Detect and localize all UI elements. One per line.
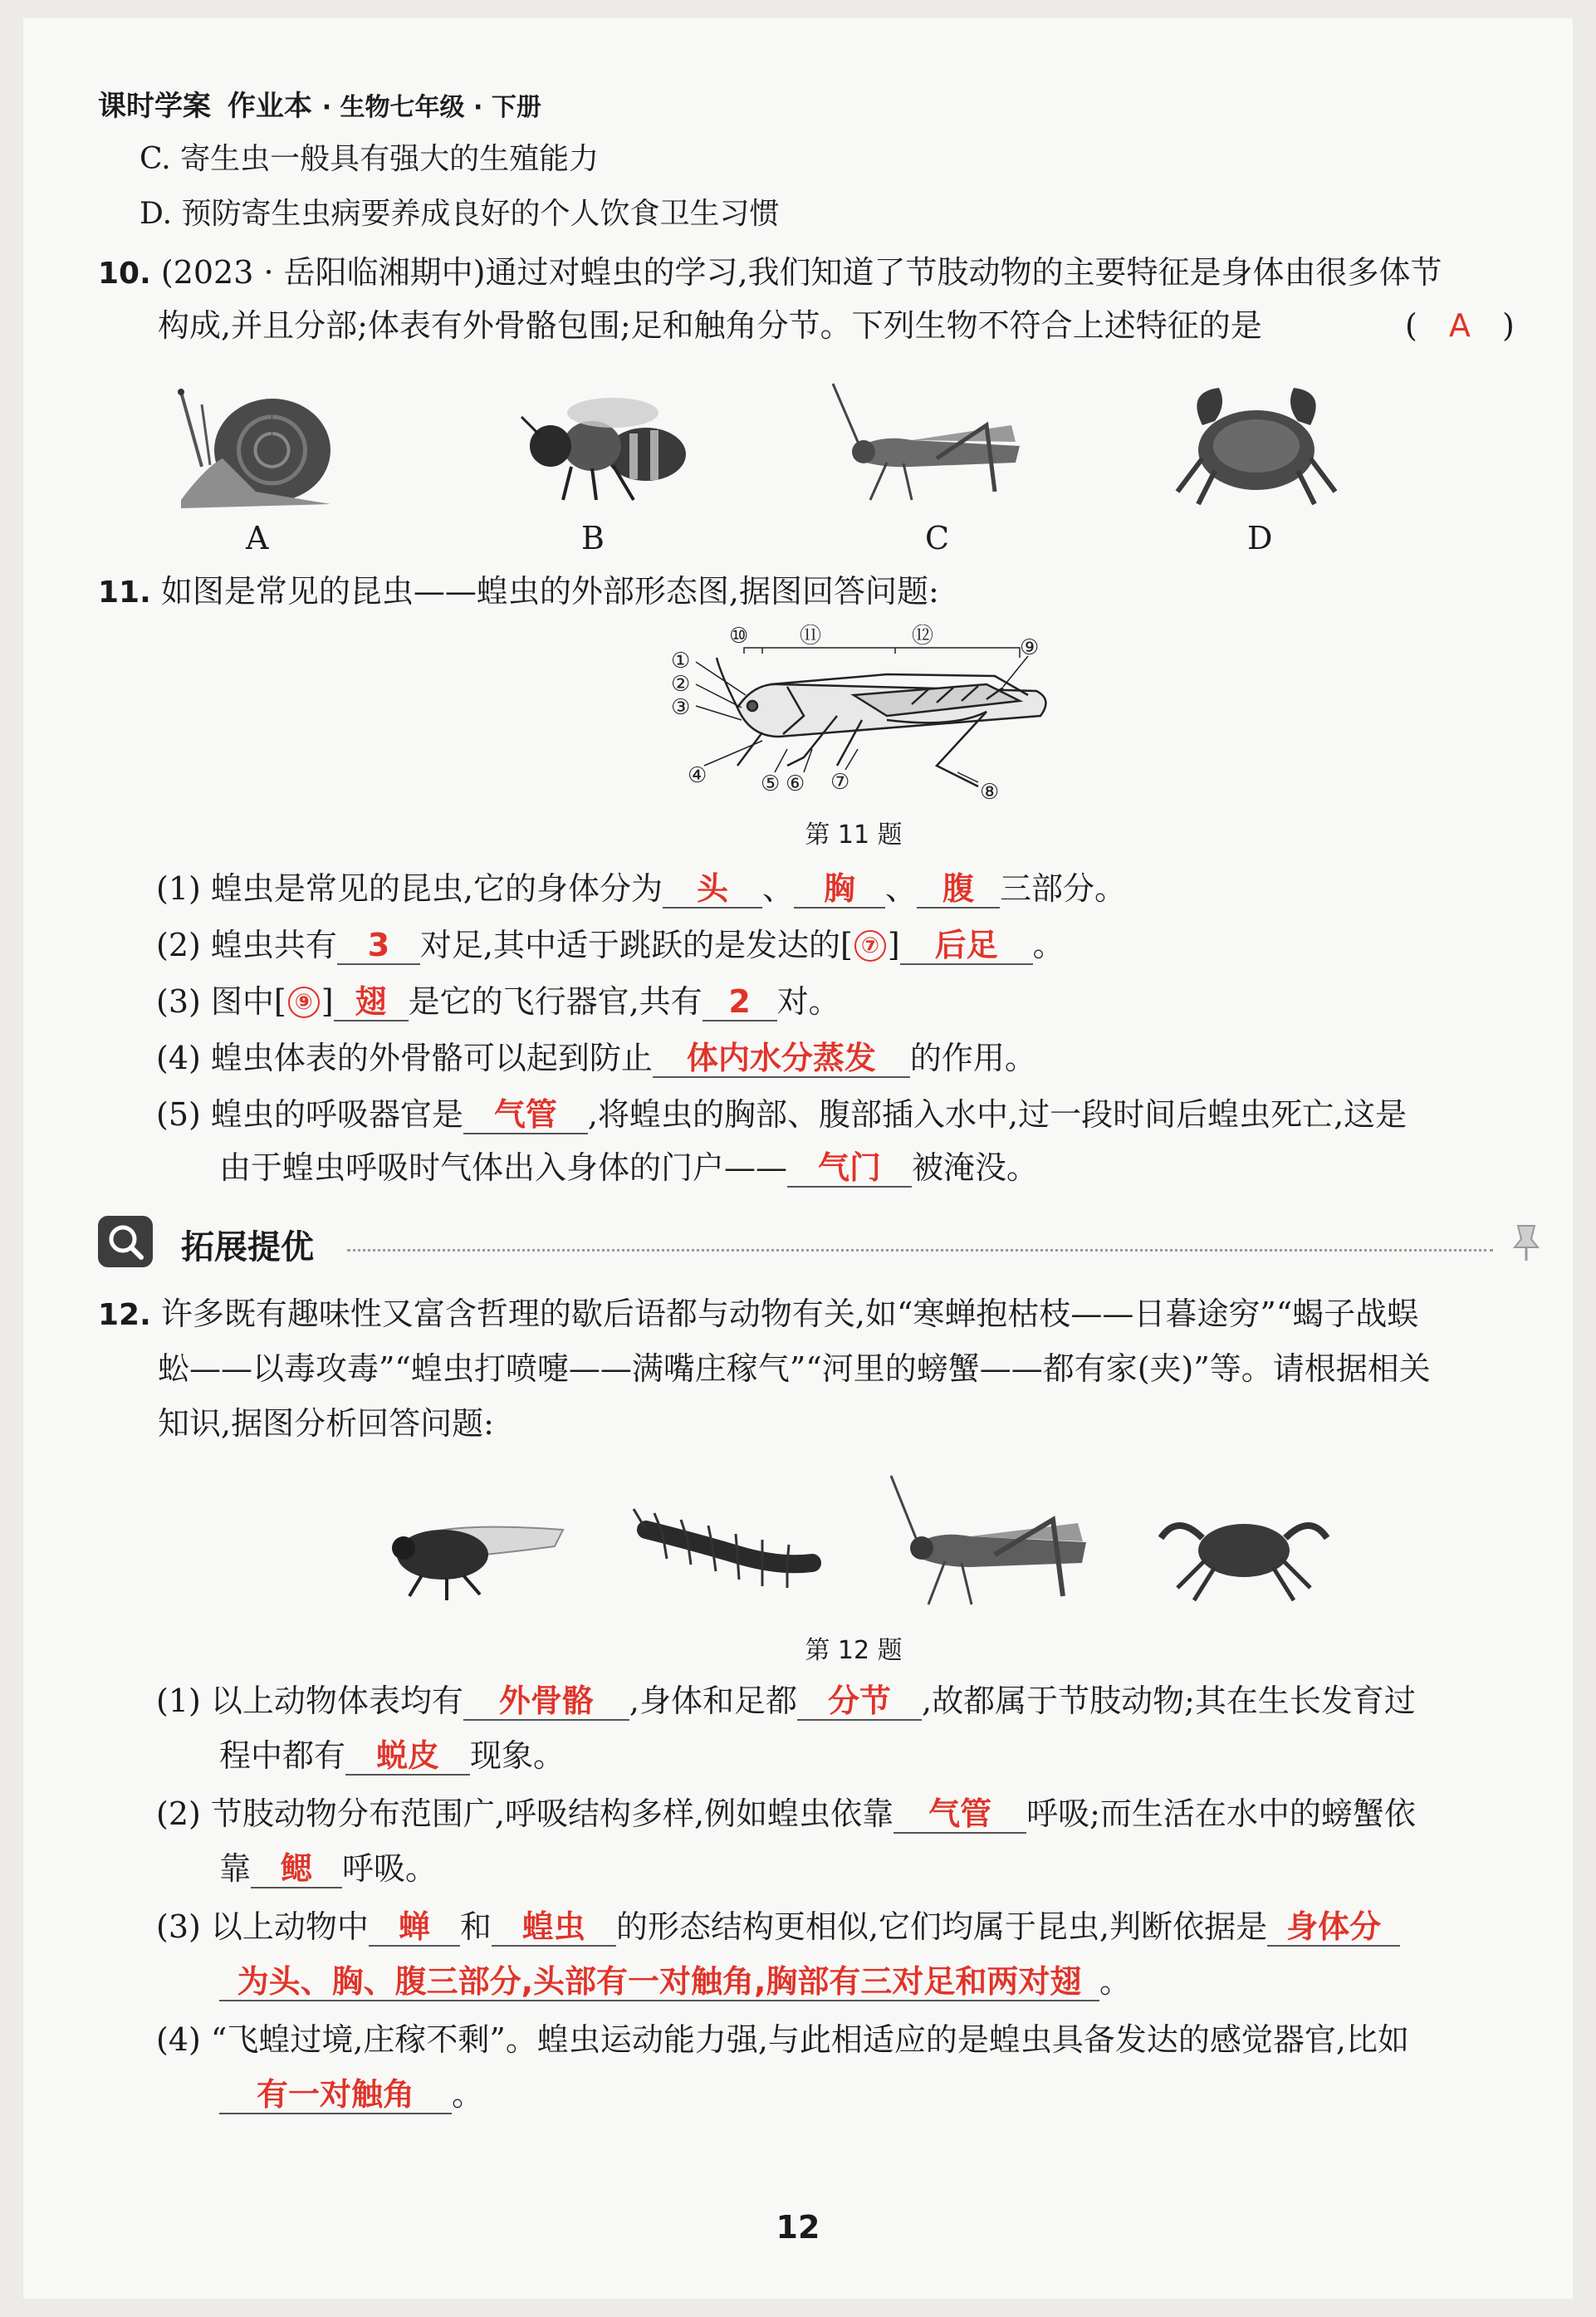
crab-image-q12 — [1144, 1496, 1344, 1604]
q12-line3: 知识,据图分析回答问题: — [158, 1405, 494, 1442]
q9-option-c: C. 寄生虫一般具有强大的生殖能力 — [140, 142, 600, 176]
worksheet-page — [23, 18, 1573, 2299]
q12-line1: 12. 许多既有趣味性又富含哲理的歇后语都与动物有关,如“寒蝉抱枯枝——日暮途穷”“蝎子战蜈 — [98, 1296, 1419, 1332]
q11-answer-legs: 3 — [367, 927, 390, 963]
book-title: 课时学案 — [98, 90, 211, 123]
q12-p1-line1: (1) 以上动物体表均有 外骨骼 ,身体和足都 分节 ,故都属于节肢动物;其在生长发育过 — [156, 1683, 1416, 1719]
q12-answer-basis-start: 身体分 — [1286, 1908, 1382, 1945]
diagram-label-11: ⑪ — [800, 625, 822, 649]
snail-image — [156, 367, 347, 517]
bee-image — [488, 375, 696, 508]
q10-line1 — [98, 251, 1442, 296]
grasshopper-anatomy-diagram — [638, 625, 1070, 816]
q9-option-d: D. 预防寄生虫病要养成良好的个人饮食卫生习惯 — [140, 197, 780, 231]
q12-line2: 蚣——以毒攻毒”“蝗虫打喷嚏——满嘴庄稼气”“河里的螃蟹——都有家(夹)”等。请根据相关 — [158, 1350, 1431, 1387]
q10-number: 10. — [98, 257, 151, 291]
diagram-label-12: ⑫ — [912, 625, 934, 649]
q10-text1: (2023 · 岳阳临湘期中)通过对蝗虫的学习,我们知道了节肢动物的主要特征是身体由很多体节 — [160, 254, 1442, 291]
q10-label-d: D — [1247, 520, 1273, 556]
q12-answer-antennae: 有一对触角 — [256, 2076, 414, 2113]
diagram-label-8: ⑧ — [980, 780, 1000, 805]
q12-answer-trachea: 气管 — [928, 1795, 992, 1832]
diagram-label-9: ⑨ — [1020, 635, 1040, 660]
page-number: 12 — [776, 2209, 820, 2246]
q12-answer-molting: 蜕皮 — [376, 1737, 440, 1774]
diagram-label-5: ⑤ — [761, 772, 781, 796]
section-divider — [347, 1249, 1493, 1252]
q12-answer-basis-rest: 为头、胸、腹三部分,头部有一对触角,胸部有三对足和两对翅 — [237, 1963, 1082, 2000]
diagram-label-10: ⑩ — [729, 625, 749, 649]
q11-answer-trachea: 气管 — [493, 1096, 557, 1133]
diagram-label-6: ⑥ — [786, 772, 805, 796]
q12-caption: 第 12 题 — [805, 1636, 903, 1665]
q11-p4: (4) 蝗虫体表的外骨骼可以起到防止 体内水分蒸发 的作用。 — [156, 1040, 1036, 1076]
diagram-label-1: ① — [671, 649, 691, 674]
q11-caption: 第 11 题 — [805, 821, 903, 850]
q11-answer-head: 头 — [696, 870, 728, 907]
book-grade: · 生物七年级 · 下册 — [321, 93, 541, 122]
book-header — [98, 83, 541, 124]
q11-answer-num7: ⑦ — [854, 930, 886, 962]
q12-answer-gills: 鳃 — [281, 1850, 313, 1887]
section-header — [98, 1214, 1543, 1272]
q11-stem: 11. 如图是常见的昆虫——蝗虫的外部形态图,据图回答问题: — [98, 573, 939, 610]
centipede-image — [629, 1496, 829, 1604]
diagram-body — [717, 658, 1045, 786]
q11-answer-water: 体内水分蒸发 — [686, 1040, 876, 1076]
diagram-label-3: ③ — [671, 695, 691, 720]
crab-image — [1169, 375, 1344, 508]
q11-p5-line2: 由于蝗虫呼吸时气体出入身体的门户—— 气门 被淹没。 — [219, 1149, 1039, 1186]
q10-line2 — [158, 304, 1262, 347]
q10-label-a: A — [246, 520, 269, 556]
q11-p1: (1) 蝗虫是常见的昆虫,它的身体分为 头 、 胸 、 腹 三部分。 — [156, 870, 1127, 907]
q11-answer-hindleg: 后足 — [934, 927, 998, 963]
q12-p3-line2: 为头、胸、腹三部分,头部有一对触角,胸部有三对足和两对翅 。 — [219, 1960, 1131, 2003]
q12-answer-segmented: 分节 — [828, 1683, 892, 1719]
q11-answer-chest: 胸 — [824, 870, 856, 907]
q12-p3-line1: (3) 以上动物中 蝉 和 蝗虫 的形态结构更相似,它们均属于昆虫,判断依据是 身体分 — [156, 1905, 1400, 1948]
pin-icon — [1510, 1222, 1543, 1262]
diagram-label-7: ⑦ — [830, 770, 850, 795]
q11-answer-wingcount: 2 — [728, 983, 751, 1020]
q11-p3: (3) 图中[ ⑨ ] 翅 是它的飞行器官,共有 2 对。 — [156, 983, 840, 1020]
q10-text2: 构成,并且分部;体表有外骨骼包围;足和触角分节。下列生物不符合上述特征的是 — [158, 307, 1262, 344]
q11-p2: (2) 蝗虫共有 3 对足,其中适于跳跃的是发达的[ ⑦ ] 后足 。 — [156, 927, 1065, 963]
cicada-image — [364, 1496, 571, 1604]
q11-answer-num9: ⑨ — [288, 987, 320, 1018]
book-subtitle: 作业本 — [227, 90, 312, 123]
q12-answer-cicada: 蝉 — [398, 1908, 430, 1945]
diagram-label-4: ④ — [688, 763, 707, 788]
q12-number: 12. — [98, 1298, 151, 1332]
q12-p4-line2: 有一对触角 。 — [219, 2073, 483, 2116]
q11-answer-abdomen: 腹 — [942, 870, 975, 907]
grasshopper-image-q10 — [820, 375, 1036, 517]
q12-p4-line1: (4) “飞蝗过境,庄稼不剩”。蝗虫运动能力强,与此相适应的是蝗虫具备发达的感觉器官,比如 — [156, 2021, 1410, 2058]
q11-answer-wing: 翅 — [355, 983, 387, 1020]
q10-label-b: B — [581, 520, 605, 556]
section-title: 拓展提优 — [181, 1228, 314, 1266]
q12-p1-line2: 程中都有 蜕皮 现象。 — [219, 1737, 565, 1774]
q12-p2-line2: 靠 鳃 呼吸。 — [219, 1850, 438, 1887]
q11-answer-spiracle: 气门 — [818, 1149, 882, 1186]
q11-p5-line1: (5) 蝗虫的呼吸器官是 气管 ,将蝗虫的胸部、腹部插入水中,过一段时间后蝗虫死亡,这是 — [156, 1096, 1408, 1133]
q12-p2-line1: (2) 节肢动物分布范围广,呼吸结构多样,例如蝗虫依靠 气管 呼吸;而生活在水中的螃蟹依 — [156, 1795, 1416, 1832]
q12-answer-exoskeleton: 外骨骼 — [498, 1683, 594, 1719]
magnifier-icon — [98, 1216, 153, 1267]
q10-answer-paren: ( A ) — [1405, 307, 1515, 344]
grasshopper-image-q12 — [879, 1472, 1103, 1613]
q10-label-c: C — [925, 520, 950, 556]
q11-number: 11. — [98, 576, 151, 610]
diagram-label-2: ② — [671, 672, 691, 697]
q10-answer: A — [1448, 307, 1471, 344]
q12-answer-locust: 蝗虫 — [521, 1908, 585, 1945]
